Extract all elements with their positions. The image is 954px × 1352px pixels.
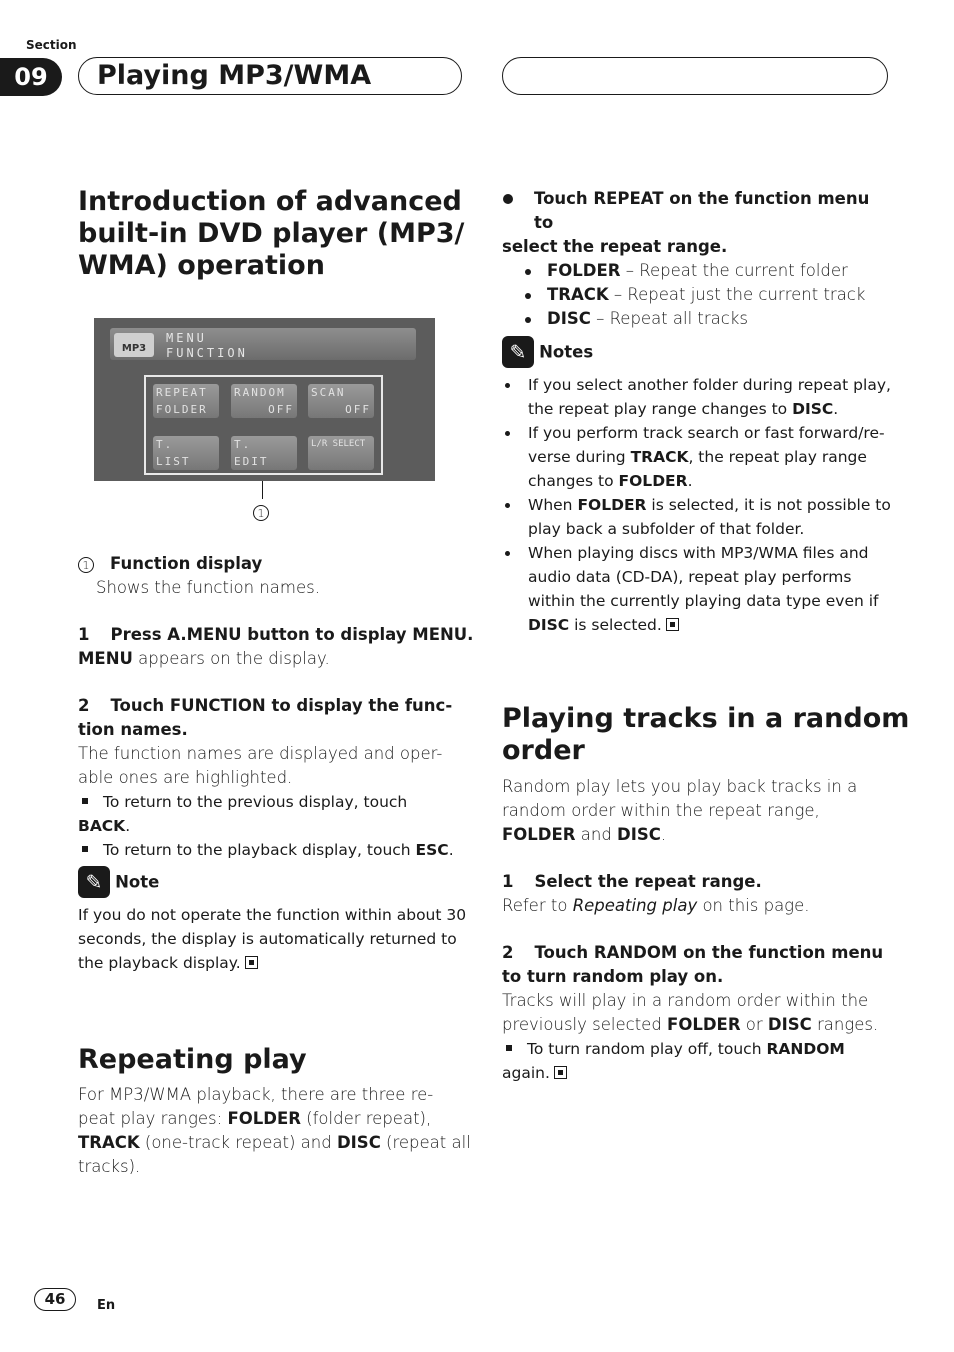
bullet-dot-icon <box>525 269 531 275</box>
text-line: random order within the repeat range, <box>502 801 820 820</box>
note-text: , the repeat play range <box>688 448 867 466</box>
note-text: . <box>833 400 839 418</box>
note-item <box>502 493 902 541</box>
note-line: If you select another folder during repeat play, <box>528 376 891 394</box>
screen-menu-line: FUNCTION <box>166 346 248 360</box>
bullet-dot-icon <box>505 431 510 436</box>
step-title: tion names. <box>78 720 188 739</box>
bullet-bold: RANDOM <box>766 1040 845 1058</box>
callout-description: Shows the function names. <box>96 578 320 597</box>
bullet-esc <box>78 838 458 862</box>
option-key: FOLDER <box>547 261 621 280</box>
text: (repeat all <box>380 1133 471 1152</box>
bullet-dot-icon <box>505 503 510 508</box>
step-body-bold: MENU <box>78 649 133 668</box>
note-line: play back a subfolder of that folder. <box>528 520 805 538</box>
section-number-badge: 09 <box>0 58 62 96</box>
step-number: 1 <box>502 872 514 891</box>
step-body: The function names are displayed and oper- <box>78 744 443 763</box>
screen-menu-line: MENU <box>166 331 207 345</box>
note-line: If you do not operate the function within about 30 <box>78 906 467 924</box>
text: and <box>575 825 618 844</box>
mp3-logo-icon: MP3 <box>114 333 154 357</box>
text-bold: FOLDER <box>667 1015 741 1034</box>
text-bold: DISC <box>767 1015 812 1034</box>
step-number: 2 <box>502 943 514 962</box>
step-title: Select the repeat range. <box>534 872 762 891</box>
option-desc: – Repeat just the current track <box>608 285 866 304</box>
note-bold: TRACK <box>630 448 689 466</box>
text-bold: DISC <box>336 1133 381 1152</box>
screen-button-lr-select[interactable] <box>308 436 374 470</box>
text-bold: FOLDER <box>502 825 576 844</box>
note-line: If you perform track search or fast forward/re- <box>528 424 885 442</box>
pencil-icon: ✎ <box>502 336 534 368</box>
note-bold: DISC <box>528 616 570 634</box>
random-step-1 <box>502 870 809 918</box>
bullet-dot-icon <box>505 383 510 388</box>
step-body: Tracks will play in a random order within the <box>502 991 869 1010</box>
bullet-back <box>78 790 458 838</box>
step-2 <box>78 694 458 862</box>
note-line: audio data (CD-DA), repeat play performs <box>528 568 852 586</box>
function-menu-screenshot <box>94 318 435 481</box>
intro-heading-line: WMA) operation <box>78 250 325 281</box>
bullet-random-off <box>502 1037 902 1061</box>
step-dot-icon <box>503 194 513 204</box>
step-title: Press A.MENU button to display MENU. <box>110 625 474 644</box>
pencil-icon: ✎ <box>78 866 110 898</box>
intro-heading-line: Introduction of advanced <box>78 186 462 217</box>
callout-legend <box>78 552 320 600</box>
step-body: able ones are highlighted. <box>78 768 293 787</box>
screen-button-value: FOLDER <box>156 403 208 416</box>
note-text: When <box>528 496 578 514</box>
step-body: appears on the display. <box>132 649 330 668</box>
intro-heading-line: built-in DVD player (MP3/ <box>78 218 465 249</box>
random-step-2 <box>502 941 902 1085</box>
note-bold: DISC <box>792 400 834 418</box>
note-text: the repeat play range changes to <box>528 400 793 418</box>
bullet-dot-icon <box>505 551 510 556</box>
step-title: Touch RANDOM on the function menu <box>534 943 884 962</box>
text-line: tracks). <box>78 1157 141 1176</box>
screen-header-bar <box>110 328 416 360</box>
screen-button-tedit[interactable] <box>231 436 297 470</box>
bullet-text: again. <box>502 1064 550 1082</box>
text: ranges. <box>811 1015 879 1034</box>
callout-number: 1 <box>253 505 269 521</box>
notes-list <box>502 373 902 637</box>
callout-marker <box>253 502 269 521</box>
option-desc: – Repeat the current folder <box>620 261 848 280</box>
step-title: Touch FUNCTION to display the func- <box>110 696 453 715</box>
note-line: seconds, the display is automatically returned to <box>78 930 457 948</box>
screen-button-repeat[interactable] <box>153 384 219 418</box>
note-text: . <box>687 472 693 490</box>
callout-title: Function display <box>110 554 263 573</box>
text-line: Random play lets you play back tracks in a <box>502 777 858 796</box>
note-item <box>502 541 902 637</box>
random-intro <box>502 775 857 847</box>
note-item <box>502 421 902 493</box>
notes-header <box>502 336 593 368</box>
text: Refer to <box>502 896 573 915</box>
step-title: Touch REPEAT on the function menu to <box>534 189 870 232</box>
screen-button-value: OFF <box>345 403 371 416</box>
text: on this page. <box>697 896 810 915</box>
end-mark-icon <box>245 956 258 969</box>
bullet-bold: ESC <box>415 841 449 859</box>
option-desc: – Repeat all tracks <box>590 309 749 328</box>
step-title: to turn random play on. <box>502 967 724 986</box>
screen-menu-title <box>166 331 248 361</box>
end-mark-icon <box>666 618 679 631</box>
bullet-bold: BACK <box>78 817 126 835</box>
option-key: TRACK <box>547 285 609 304</box>
note-body <box>78 903 466 975</box>
text-bold: DISC <box>617 825 661 844</box>
note-text: changes to <box>528 472 619 490</box>
text: or <box>740 1015 768 1034</box>
note-label: Note <box>115 872 160 892</box>
screen-button-random[interactable] <box>231 384 297 418</box>
bullet-text: To turn random play off, touch <box>527 1040 767 1058</box>
screen-button-value: OFF <box>268 403 294 416</box>
callout-number: 1 <box>78 557 94 573</box>
note-bold: FOLDER <box>577 496 647 514</box>
note-line: the playback display. <box>78 954 241 972</box>
bullet-end: . <box>448 841 454 859</box>
bullet-text: To return to the playback display, touch <box>103 841 416 859</box>
screen-button-label: L/R SELECT <box>311 439 366 449</box>
bullet-dot-icon <box>525 317 531 323</box>
step-title: select the repeat range. <box>502 237 728 256</box>
note-text: is selected. <box>569 616 662 634</box>
screen-button-label: SCAN <box>311 386 346 399</box>
random-heading-line: order <box>502 735 585 766</box>
text: . <box>660 825 667 844</box>
intro-heading <box>78 186 464 282</box>
repeat-intro <box>78 1083 471 1179</box>
text: (one-track repeat) and <box>139 1133 337 1152</box>
text-line: For MP3/WMA playback, there are three re- <box>78 1085 434 1104</box>
note-text: is selected, it is not possible to <box>646 496 891 514</box>
step-1 <box>78 623 473 671</box>
note-text: verse during <box>528 448 631 466</box>
step-number: 2 <box>78 696 90 715</box>
note-item <box>502 373 902 421</box>
language-label: En <box>97 1298 116 1313</box>
screen-button-scan[interactable] <box>308 384 374 418</box>
bullet-text: To return to the previous display, touch <box>103 793 408 811</box>
notes-label: Notes <box>539 342 594 362</box>
note-line: within the currently playing data type even if <box>528 592 879 610</box>
screen-button-label: T. LIST <box>156 438 191 468</box>
callout-leader-line <box>262 481 263 499</box>
note-header <box>78 866 159 898</box>
repeat-heading: Repeating play <box>78 1044 307 1075</box>
text: previously selected <box>502 1015 668 1034</box>
step-number: 1 <box>78 625 90 644</box>
page-title: Playing MP3/WMA <box>97 60 372 91</box>
random-heading <box>502 703 909 767</box>
screen-button-label: T. EDIT <box>234 438 269 468</box>
screen-button-tlist[interactable] <box>153 436 219 470</box>
bullet-end: . <box>125 817 131 835</box>
text-bold: TRACK <box>78 1133 140 1152</box>
note-line: When playing discs with MP3/WMA files and <box>528 544 869 562</box>
text-bold: FOLDER <box>227 1109 301 1128</box>
repeat-step <box>502 187 892 331</box>
text: peat play ranges: <box>78 1109 228 1128</box>
screen-button-label: RANDOM <box>234 386 286 399</box>
header-right-frame <box>502 57 888 95</box>
text-italic: Repeating play <box>572 896 698 915</box>
bullet-dot-icon <box>525 293 531 299</box>
option-key: DISC <box>547 309 591 328</box>
screen-button-label: REPEAT <box>156 386 208 399</box>
page-number: 46 <box>34 1288 76 1311</box>
note-bold: FOLDER <box>618 472 688 490</box>
section-label: Section <box>26 38 77 52</box>
text: (folder repeat), <box>300 1109 432 1128</box>
random-heading-line: Playing tracks in a random <box>502 703 910 734</box>
end-mark-icon <box>554 1066 567 1079</box>
